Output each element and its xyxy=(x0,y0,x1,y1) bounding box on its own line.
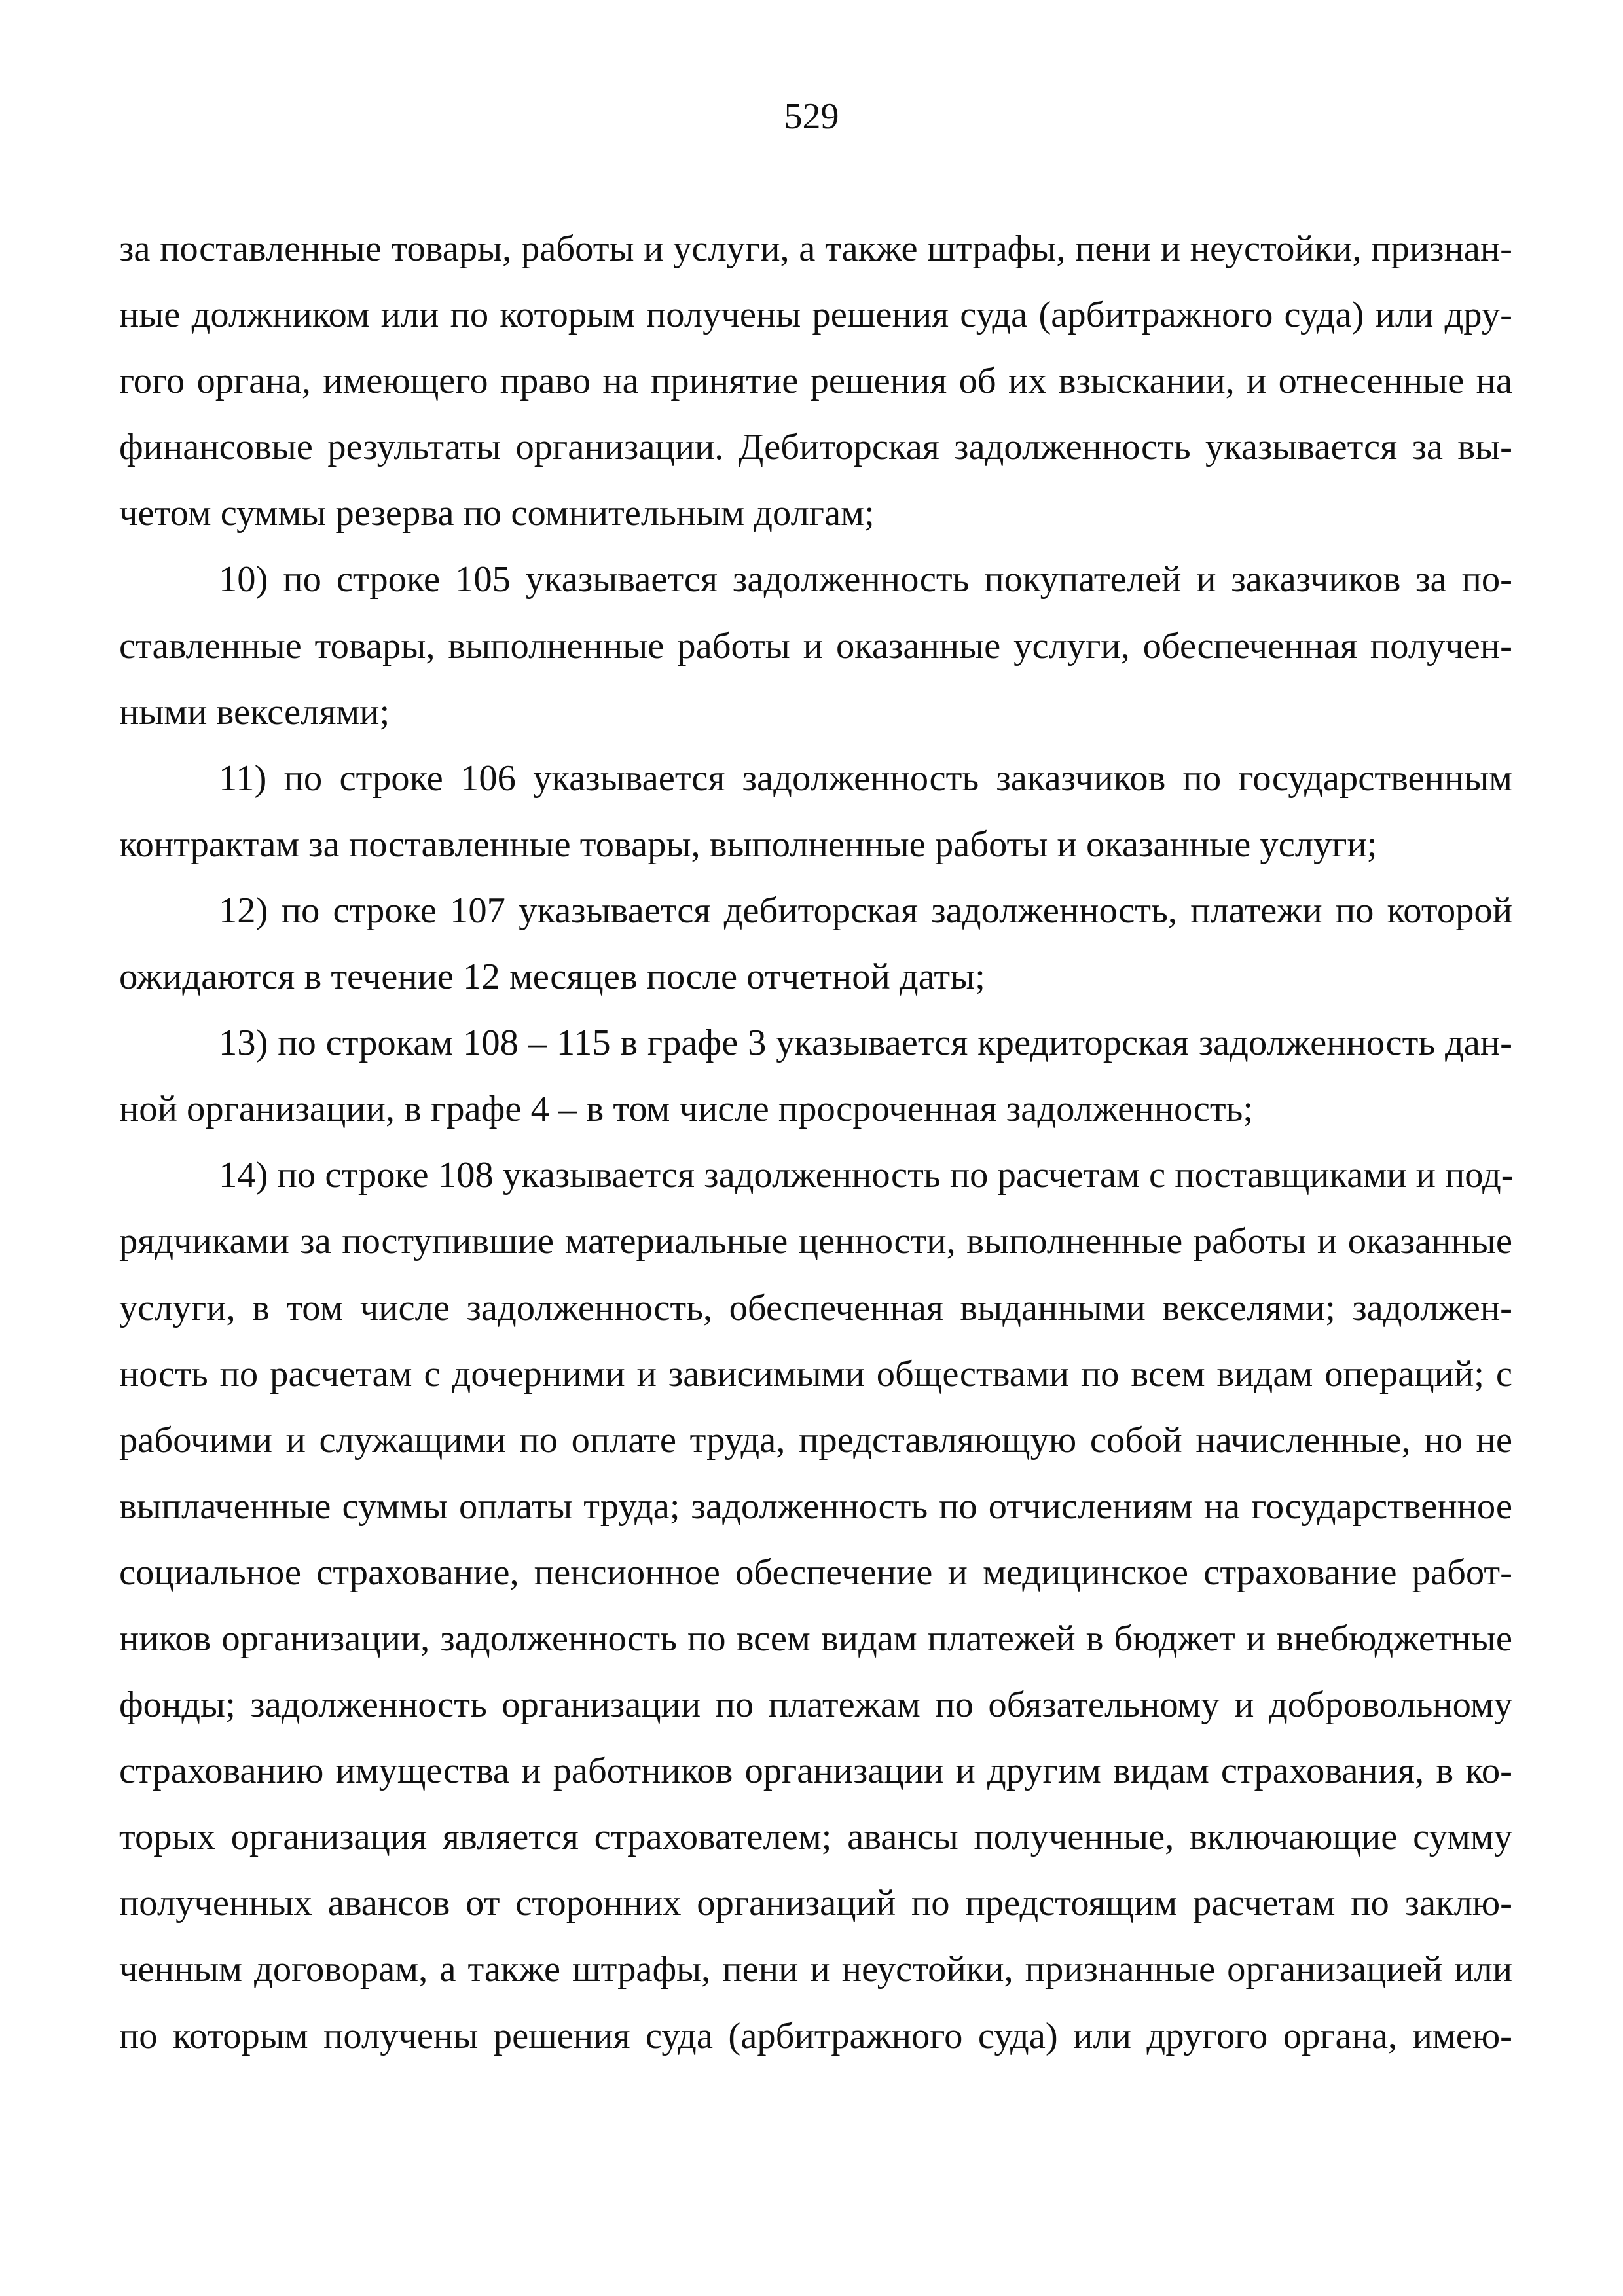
text-line: ожидаются в течение 12 месяцев после отчетной даты; xyxy=(119,957,985,998)
text-line: торых организация является страхователем; авансы полученные, включающие сумму xyxy=(119,1817,1512,1858)
text-line: 13) по строкам 108 – 115 в графе 3 указывается кредиторская задолженность дан- xyxy=(219,1023,1512,1064)
text-line: социальное страхование, пенсионное обеспечение и медицинское страхование работ- xyxy=(119,1552,1512,1593)
text-line: ников организации, задолженность по всем видам платежей в бюджет и внебюджетные xyxy=(119,1618,1512,1659)
text-line: ными векселями; xyxy=(119,691,390,733)
text-line: страхованию имущества и работников организации и другим видам страхования, в ко- xyxy=(119,1751,1512,1792)
text-line: 10) по строке 105 указывается задолженность покупателей и заказчиков за по- xyxy=(219,559,1512,600)
text-line: 11) по строке 106 указывается задолженность заказчиков по государственным xyxy=(219,757,1512,799)
text-line: ной организации, в графе 4 – в том числе просроченная задолженность; xyxy=(119,1089,1254,1130)
text-line: рабочими и служащими по оплате труда, представляющую собой начисленные, но не xyxy=(119,1419,1512,1461)
text-line: четом суммы резерва по сомнительным долгам; xyxy=(119,493,875,534)
text-line: ные должником или по которым получены решения суда (арбитражного суда) или дру- xyxy=(119,295,1512,336)
text-line: рядчиками за поступившие материальные ценности, выполненные работы и оказанные xyxy=(119,1221,1512,1262)
page-number: 529 xyxy=(784,96,839,137)
text-line: ченным договорам, а также штрафы, пени и неустойки, признанные организацией или xyxy=(119,1949,1512,1990)
text-line: за поставленные товары, работы и услуги, а также штрафы, пени и неустойки, признан- xyxy=(119,228,1512,269)
text-line: ставленные товары, выполненные работы и оказанные услуги, обеспеченная получен- xyxy=(119,625,1512,666)
text-line: ность по расчетам с дочерними и зависимыми обществами по всем видам операций; с xyxy=(119,1353,1512,1394)
text-line: полученных авансов от сторонних организаций по предстоящим расчетам по заклю- xyxy=(119,1883,1512,1924)
text-line: выплаченные суммы оплаты труда; задолженность по отчислениям на государственное xyxy=(119,1485,1512,1527)
text-line: 12) по строке 107 указывается дебиторская задолженность, платежи по которой xyxy=(219,890,1512,931)
text-line: фонды; задолженность организации по платежам по обязательному и добровольному xyxy=(119,1685,1512,1726)
text-line: услуги, в том числе задолженность, обеспеченная выданными векселями; задолжен- xyxy=(119,1287,1512,1328)
text-line: 14) по строке 108 указывается задолженность по расчетам с поставщиками и под- xyxy=(219,1155,1514,1196)
text-line: по которым получены решения суда (арбитражного суда) или другого органа, имею- xyxy=(119,2015,1512,2056)
body-text xyxy=(119,216,1512,2069)
text-line: контрактам за поставленные товары, выполненные работы и оказанные услуги; xyxy=(119,824,1377,865)
text-line: финансовые результаты организации. Дебиторская задолженность указывается за вы- xyxy=(119,427,1512,468)
text-line: гого органа, имеющего право на принятие решения об их взыскании, и отнесенные на xyxy=(119,361,1512,402)
